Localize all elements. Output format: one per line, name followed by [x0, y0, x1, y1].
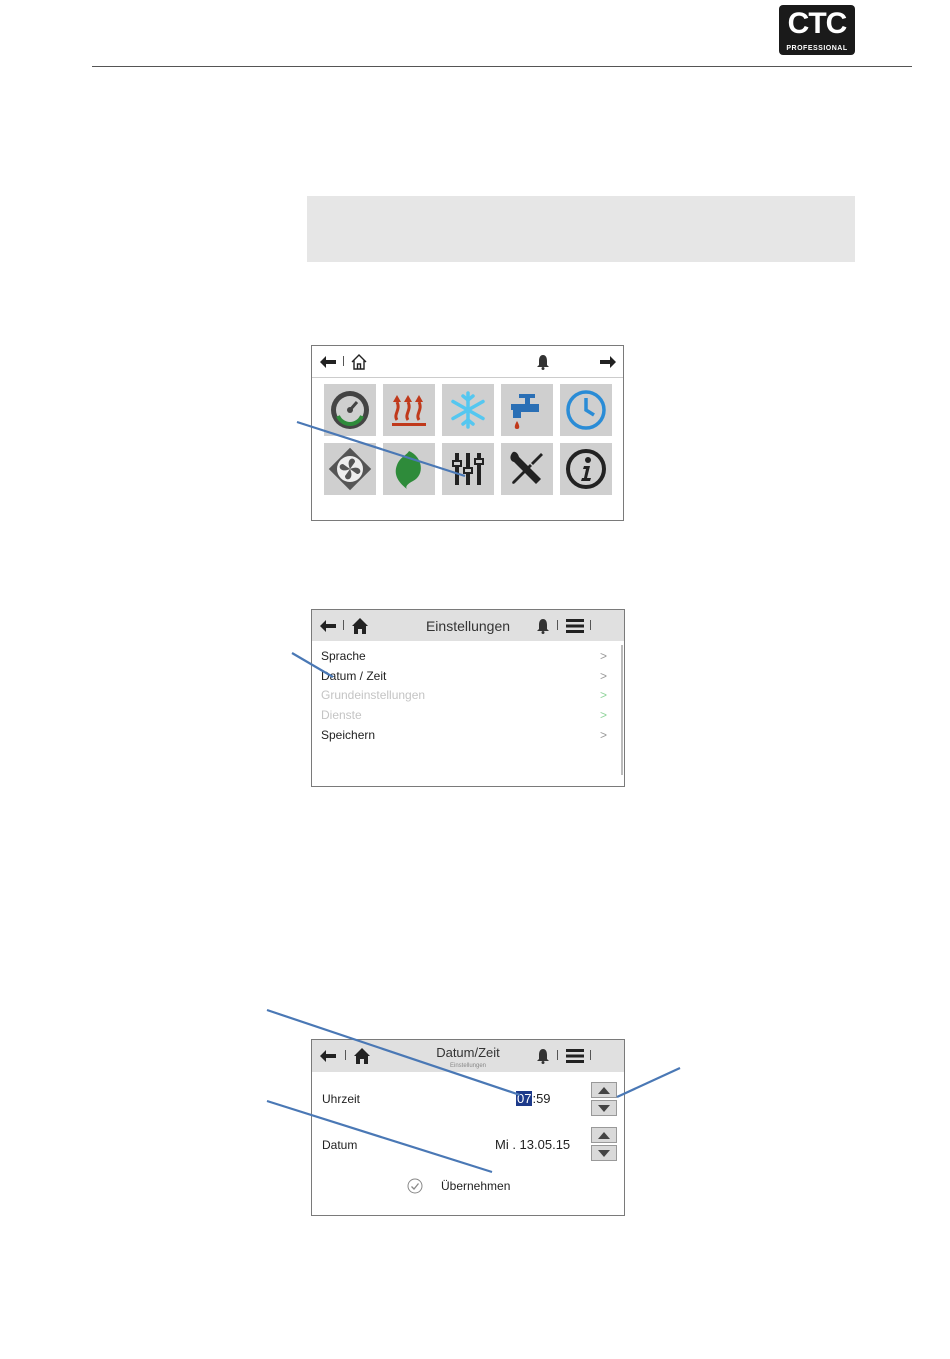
settings-screen: [311, 609, 625, 787]
info-icon[interactable]: [560, 443, 612, 495]
hamburger-menu-icon[interactable]: [565, 1046, 585, 1066]
alarm-bell-icon[interactable]: [533, 352, 553, 372]
logo-text: CTC: [787, 7, 847, 40]
datetime-breadcrumb: Einstellungen: [449, 1063, 487, 1069]
check-circle-icon: [407, 1178, 423, 1194]
chevron-right-icon: >: [599, 688, 607, 702]
settings-topbar: [312, 610, 624, 641]
chevron-right-icon: >: [599, 649, 607, 663]
tools-icon[interactable]: [501, 443, 553, 495]
fan-icon[interactable]: [324, 443, 376, 495]
datetime-screen: [311, 1039, 625, 1216]
heating-icon[interactable]: [383, 384, 435, 436]
increase-button[interactable]: [591, 1082, 617, 1098]
hamburger-menu-icon[interactable]: [565, 616, 585, 636]
callout-line-stepper: [617, 1068, 680, 1097]
decrease-button[interactable]: [591, 1145, 617, 1161]
date-stepper[interactable]: [591, 1127, 617, 1161]
apply-button[interactable]: [407, 1178, 510, 1194]
scrollbar[interactable]: [621, 645, 623, 775]
increase-button[interactable]: [591, 1127, 617, 1143]
leaf-icon[interactable]: [383, 443, 435, 495]
date-value[interactable]: Mi . 13.05.15: [495, 1137, 571, 1152]
gauge-icon[interactable]: [324, 384, 376, 436]
triangle-down-icon: [598, 1150, 610, 1157]
alarm-bell-icon[interactable]: [533, 1046, 553, 1066]
menu-item-datum-zeit[interactable]: [321, 669, 615, 683]
menu-item-dienste: [321, 708, 615, 722]
time-minutes: :59: [532, 1091, 551, 1106]
datetime-title: Datum/Zeit: [436, 1045, 500, 1060]
triangle-up-icon: [598, 1132, 610, 1139]
chevron-right-icon: >: [599, 728, 607, 742]
separator: [557, 620, 558, 630]
note-box: [307, 196, 855, 262]
menu-item-speichern[interactable]: [321, 728, 615, 742]
menu-item-label: Speichern: [321, 728, 376, 742]
time-stepper[interactable]: [591, 1082, 617, 1116]
sliders-icon[interactable]: [442, 443, 494, 495]
menu-item-label: Dienste: [321, 708, 362, 722]
menu-item-label: Grundeinstellungen: [321, 688, 426, 702]
water-tap-icon[interactable]: [501, 384, 553, 436]
separator: [590, 1050, 591, 1060]
back-arrow-icon[interactable]: [318, 352, 338, 372]
clock-icon[interactable]: [560, 384, 612, 436]
forward-arrow-icon[interactable]: [598, 352, 618, 372]
home-icon[interactable]: [349, 352, 369, 372]
logo-subtext: PROFESSIONAL: [786, 45, 848, 52]
separator: [343, 356, 344, 366]
home-screen: [311, 345, 624, 521]
triangle-down-icon: [598, 1105, 610, 1112]
date-label: Datum: [322, 1138, 358, 1152]
menu-item-grundeinstellungen: [321, 688, 615, 702]
time-hours-field[interactable]: 07: [517, 1091, 532, 1106]
chevron-right-icon: >: [599, 669, 607, 683]
chevron-right-icon: >: [599, 708, 607, 722]
ctc-logo: [779, 5, 855, 55]
alarm-bell-icon[interactable]: [533, 616, 553, 636]
menu-item-sprache[interactable]: [321, 649, 615, 663]
separator: [590, 620, 591, 630]
time-value[interactable]: [516, 1091, 551, 1106]
time-label: Uhrzeit: [322, 1092, 361, 1106]
menu-item-label: Datum / Zeit: [321, 669, 387, 683]
settings-title: Einstellungen: [425, 618, 511, 634]
apply-label: Übernehmen: [441, 1179, 511, 1193]
snowflake-icon[interactable]: [442, 384, 494, 436]
decrease-button[interactable]: [591, 1100, 617, 1116]
menu-item-label: Sprache: [321, 649, 366, 663]
home-topbar: [312, 346, 623, 378]
triangle-up-icon: [598, 1087, 610, 1094]
separator: [557, 1050, 558, 1060]
header-divider: [92, 66, 912, 67]
datetime-topbar: [312, 1040, 624, 1072]
